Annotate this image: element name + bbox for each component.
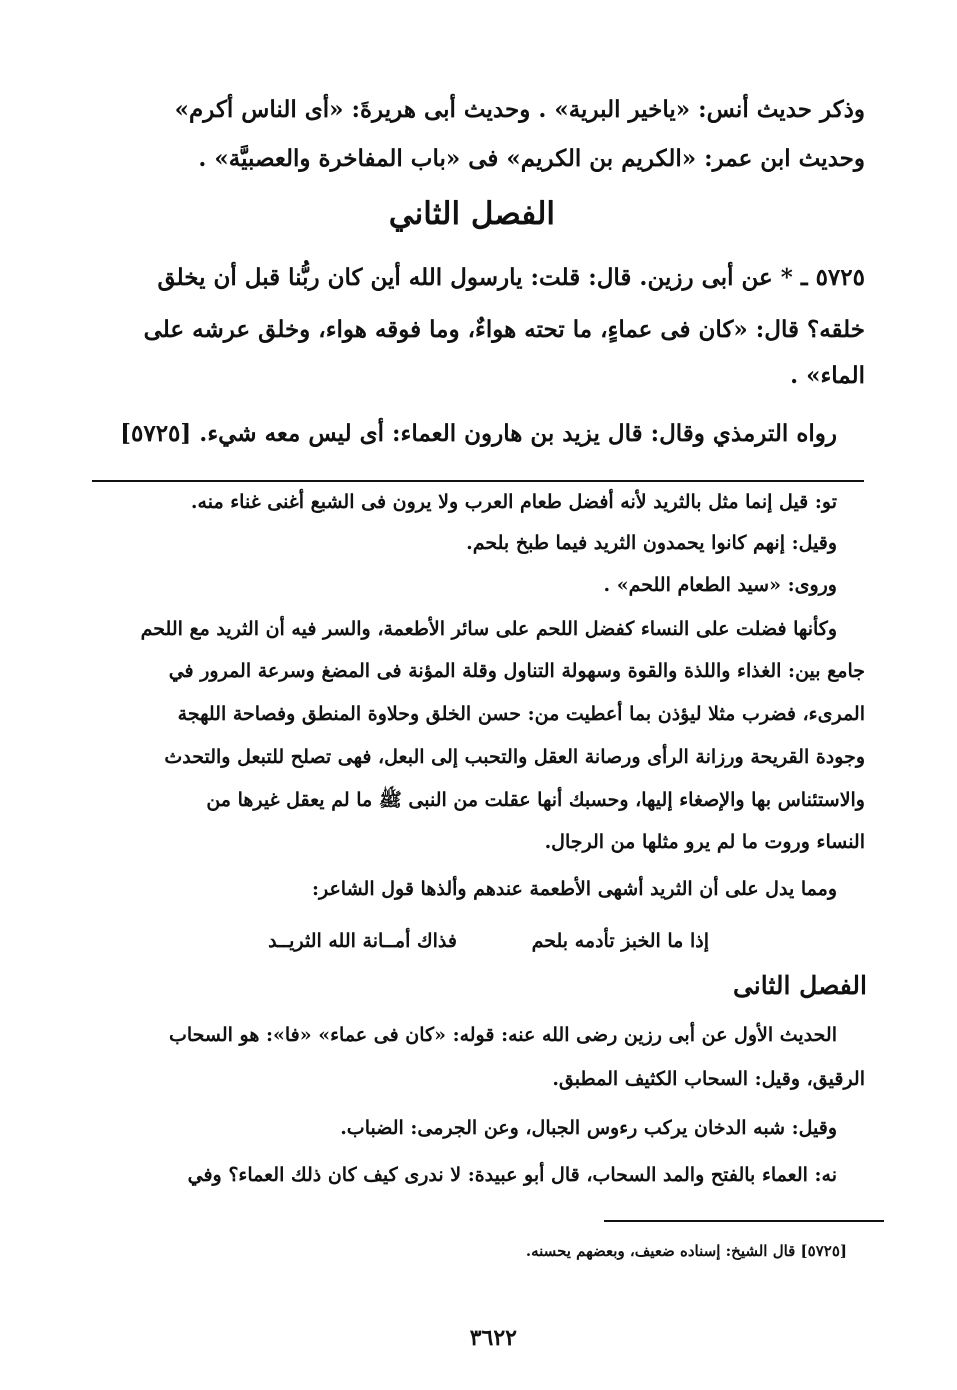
hadith-line-3: الماء» .: [790, 362, 865, 389]
commentary-line-5: جامع بين: الغذاء واللذة والقوة وسهولة التناول وقلة المؤنة فى المضغ وسرعة المرور في: [168, 660, 865, 682]
intro-line-1: وذكر حديث أنس: «ياخير البرية» . وحديث أبى هريرةَ: «أى الناس أكرم»: [174, 96, 865, 123]
page-number: ٣٦٢٢: [469, 1325, 517, 1351]
commentary-line-10: ومما يدل على أن الثريد أشهى الأطعمة عندهم وألذها قول الشاعر:: [311, 878, 837, 900]
intro-line-2: وحديث ابن عمر: «الكريم بن الكريم» فى «باب المفاخرة والعصبيَّة» .: [198, 145, 865, 172]
commentary-line-2: وقيل: إنهم كانوا يحمدون الثريد فيما طبخ بلحم.: [466, 532, 837, 554]
hadith-line-1: ٥٧٢٥ ـ * عن أبى رزين. قال: قلت: يارسول الله أين كان ربُّنا قبل أن يخلق: [157, 264, 865, 291]
commentary-line-7: وجودة القريحة ورزانة الرأى ورصانة العقل والتحبب إلى البعل، فهى تصلح للتبعل والتحدث: [164, 746, 865, 768]
commentary-line-6: المرىء، فضرب مثلا ليؤذن بما أعطيت من: حسن الخلق وحلاوة المنطق وفصاحة اللهجة: [177, 703, 865, 725]
commentary-line-14: نه: العماء بالفتح والمد السحاب، قال أبو عبيدة: لا ندرى كيف كان ذلك العماء؟ وفي: [187, 1164, 837, 1186]
verse-second-hemistich: فذاك أمــانة الله الثريــد: [268, 930, 457, 952]
separator-line: [92, 480, 864, 482]
hadith-narration: رواه الترمذي وقال: قال يزيد بن هارون العماء: أى ليس معه شيء. [٥٧٢٥]: [120, 420, 837, 447]
footnote-separator: [604, 1220, 884, 1222]
verse-first-hemistich: إذا ما الخبز تأدمه بلحم: [531, 930, 709, 952]
commentary-line-3: وروى: «سيد الطعام اللحم» .: [603, 574, 837, 596]
footnote: [٥٧٢٥] قال الشيخ: إسناده ضعيف، وبعضهم يحسنه.: [525, 1242, 847, 1260]
section-title: الفصل الثاني: [388, 196, 555, 232]
sub-section-title: الفصل الثانى: [732, 971, 867, 1000]
commentary-line-1: تو: قيل إنما مثل بالثريد لأنه أفضل طعام العرب ولا يرون فى الشبع أغنى غناء منه.: [190, 491, 837, 513]
commentary-line-8: والاستئناس بها والإصغاء إليها، وحسبك أنها عقلت من النبى ﷺ ما لم يعقل غيرها من: [206, 789, 865, 811]
commentary-line-12: الرقيق، وقيل: السحاب الكثيف المطبق.: [552, 1068, 865, 1090]
commentary-line-11: الحديث الأول عن أبى رزين رضى الله عنه: قوله: «كان فى عماء» «فا»: هو السحاب: [168, 1024, 837, 1046]
commentary-line-13: وقيل: شبه الدخان يركب رءوس الجبال، وعن الجرمى: الضباب.: [340, 1117, 837, 1139]
hadith-line-2: خلقه؟ قال: «كان فى عماءٍ، ما تحته هواءٌ، وما فوقه هواء، وخلق عرشه على: [143, 316, 865, 343]
commentary-line-9: النساء وروت ما لم يرو مثلها من الرجال.: [544, 831, 865, 853]
commentary-line-4: وكأنها فضلت على النساء كفضل اللحم على سائر الأطعمة، والسر فيه أن الثريد مع اللحم: [140, 618, 837, 640]
